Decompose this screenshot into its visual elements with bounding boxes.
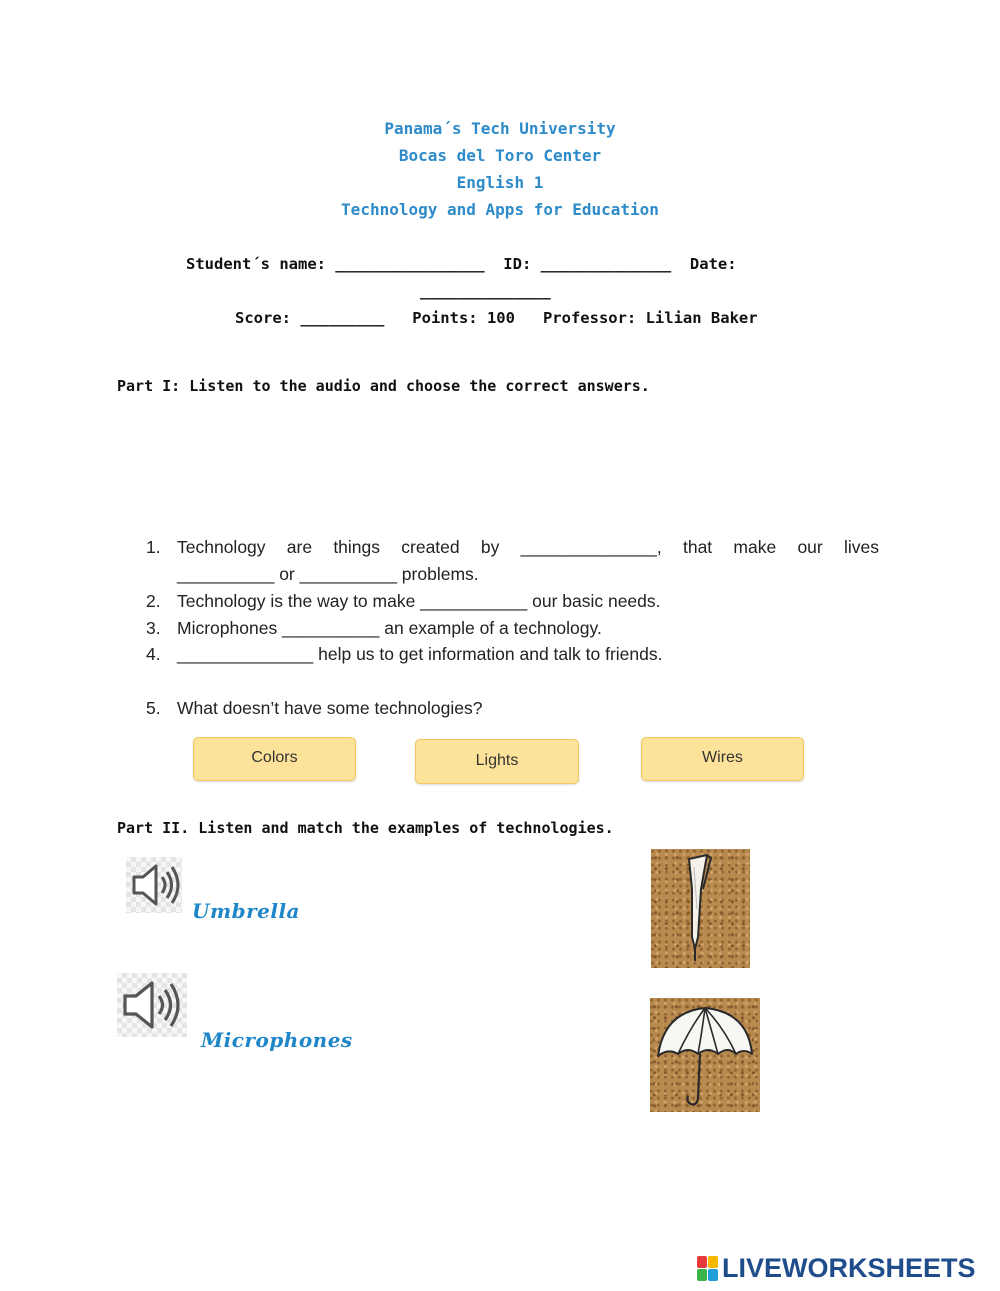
university-title: Panama´s Tech University	[384, 119, 616, 138]
option-label: Colors	[251, 749, 298, 766]
question-number: 5.	[146, 698, 161, 718]
question-2: Technology is the way to make ___________ our basic needs.	[177, 591, 661, 611]
topic-title: Technology and Apps for Education	[341, 200, 659, 219]
student-info-line: Student´s name: ________________ ID: ______________ Date:	[186, 255, 737, 273]
question-1-line1: Technology are things created by ______________, that make our lives	[177, 537, 879, 557]
center-title: Bocas del Toro Center	[398, 146, 602, 165]
question-number: 4.	[146, 644, 161, 664]
option-label: Lights	[475, 752, 519, 769]
option-lights-button[interactable]	[415, 739, 579, 784]
score-points-professor: Score: _________ Points: 100 Professor: Lilian Baker	[235, 309, 758, 327]
date-blank: ______________	[420, 282, 551, 300]
question-1-line2: __________ or __________ problems.	[177, 564, 479, 584]
question-5: What doesn’t have some technologies?	[177, 698, 483, 718]
part1-title: Part I: Listen to the audio and choose the correct answers.	[117, 377, 650, 395]
question-number: 3.	[146, 618, 161, 638]
course-title: English 1	[456, 173, 544, 192]
speaker-icon[interactable]	[117, 973, 187, 1037]
question-number: 1.	[146, 537, 161, 557]
liveworksheets-logo	[697, 1256, 719, 1282]
part2-title: Part II. Listen and match the examples of technologies.	[117, 819, 614, 837]
question-4: ______________ help us to get information and talk to friends.	[177, 644, 663, 664]
question-3: Microphones __________ an example of a technology.	[177, 618, 602, 638]
pen-image[interactable]	[651, 849, 750, 968]
question-number: 2.	[146, 591, 161, 611]
umbrella-image[interactable]	[650, 998, 760, 1112]
brand-name: LIVEWORKSHEETS	[722, 1253, 976, 1283]
option-wires-button[interactable]	[641, 737, 804, 781]
option-label: Wires	[702, 749, 743, 766]
umbrella-label: Umbrella	[192, 899, 301, 923]
microphones-label: Microphones	[201, 1028, 353, 1052]
speaker-icon[interactable]	[126, 857, 182, 913]
option-colors-button[interactable]	[193, 737, 356, 781]
